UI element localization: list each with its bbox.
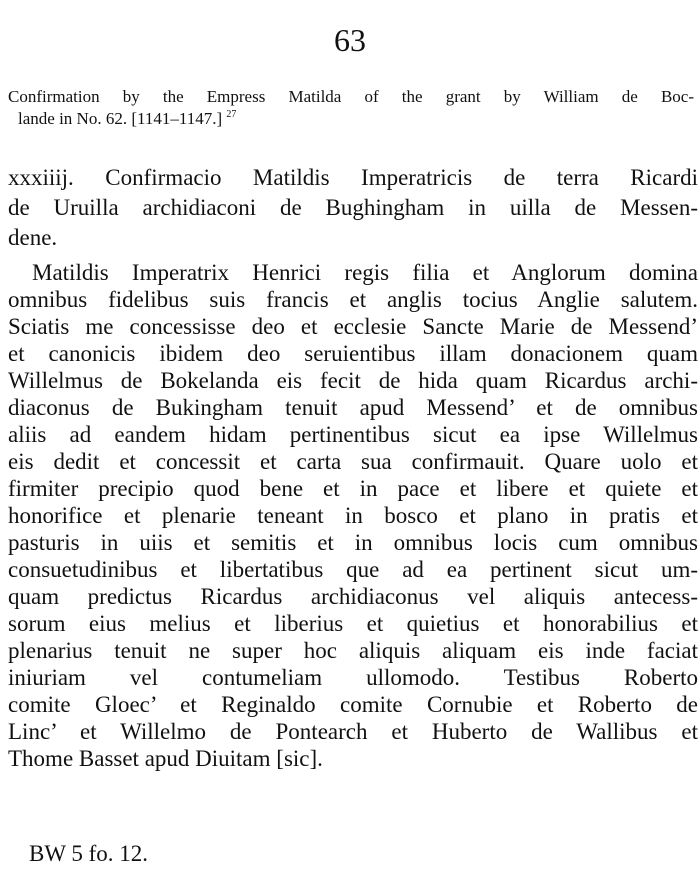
text-line: quam predictus Ricardus archidiaconus vel aliquis antecess- — [8, 584, 698, 609]
text-line: Sciatis me concessisse deo et ecclesie Sancte Marie de Messend’ — [8, 314, 698, 339]
text-line: Matildis Imperatrix Henrici regis filia et Anglorum domina — [32, 260, 698, 285]
text-line: Willelmus de Bokelanda eis fecit de hida quam Ricardus archi- — [8, 368, 698, 393]
text-line: Linc’ et Willelmo de Pontearch et Huberto de Wallibus et — [8, 719, 698, 744]
text-line: diaconus de Bukingham tenuit apud Messend’ et de omnibus — [8, 395, 698, 420]
text-line: pasturis in uiis et semitis et in omnibus locis cum omnibus — [8, 530, 698, 555]
text-line: sorum eius melius et liberius et quietius et honorabilius et — [8, 611, 698, 636]
charter-summary — [8, 86, 694, 130]
heading-line: de Uruilla archidiaconi de Bughingham in uilla de Messen- — [8, 195, 698, 220]
source-reference: BW 5 fo. 12. — [29, 841, 149, 866]
text-line: eis dedit et concessit et carta sua confirmauit. Quare uolo et — [8, 449, 698, 474]
text-line: firmiter precipio quod bene et in pace et libere et quiete et — [8, 476, 698, 501]
page-number: 63 — [334, 22, 366, 58]
summary-line — [18, 108, 694, 130]
footnote-ref: 27 — [226, 109, 237, 120]
text-line: comite Gloec’ et Reginaldo comite Cornubie et Roberto de — [8, 692, 698, 717]
text-line: consuetudinibus et libertatibus que ad ea pertinent sicut um- — [8, 557, 698, 582]
text-line: Thome Basset apud Diuitam [sic]. — [8, 746, 323, 771]
text-line: iniuriam vel contumeliam ullomodo. Testibus Roberto — [8, 665, 698, 690]
charter-heading — [8, 163, 698, 253]
text-line: aliis ad eandem hidam pertinentibus sicut ea ipse Willelmus — [8, 422, 698, 447]
text-line: plenarius tenuit ne super hoc aliquis aliquam eis inde faciat — [8, 638, 698, 663]
heading-line: dene. — [8, 225, 58, 250]
summary-text: lande in No. 62. [1141–1147.] — [18, 109, 223, 128]
summary-line: Confirmation by the Empress Matilda of the grant by William de Boc- — [8, 87, 694, 106]
charter-text — [8, 259, 698, 772]
text-line: et canonicis ibidem deo seruientibus illam donacionem quam — [8, 341, 698, 366]
heading-line: xxxiiij. Confirmacio Matildis Imperatricis de terra Ricardi — [8, 165, 698, 190]
text-line: omnibus fidelibus suis francis et anglis tocius Anglie salutem. — [8, 287, 698, 312]
text-line: honorifice et plenarie teneant in bosco et plano in pratis et — [8, 503, 698, 528]
